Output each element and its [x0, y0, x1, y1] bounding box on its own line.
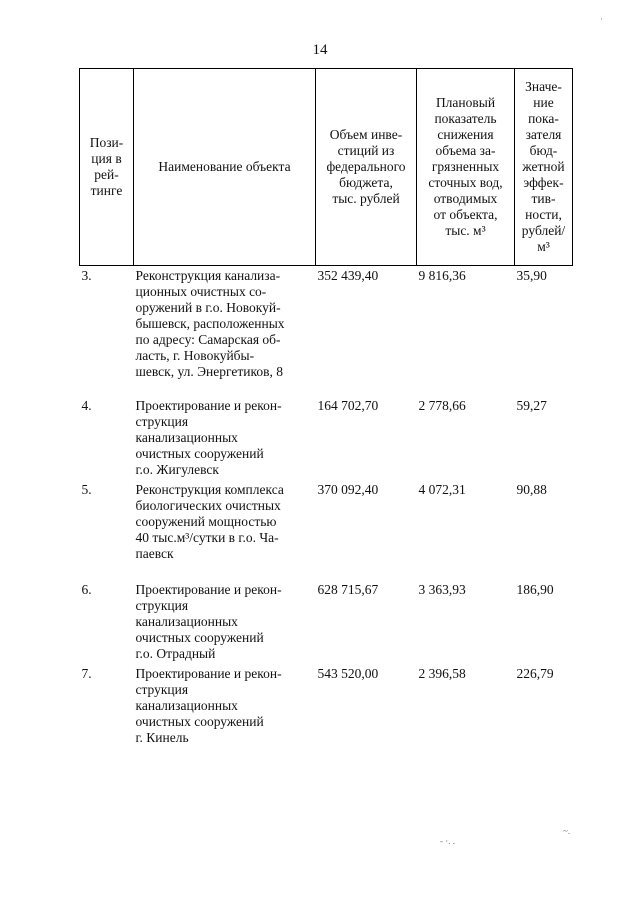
- header-object-name: Наименование объекта: [134, 69, 316, 266]
- cell-investment: 164 702,70: [317, 398, 379, 413]
- cell-reduction: 3 363,93: [418, 582, 466, 597]
- cell-object-name: Проектирование и рекон- струкция канализационных очистных сооружений г.о. Жигулевск: [135, 398, 282, 477]
- cell-reduction: 4 072,31: [418, 482, 466, 497]
- cell-position: 5.: [81, 482, 92, 497]
- cell-reduction: 2 778,66: [418, 398, 466, 413]
- page-number: 14: [312, 42, 328, 58]
- cell-position: 3.: [81, 268, 92, 283]
- cell-object-name: Реконструкция комплекса биологических очистных сооружений мощностью 40 тыс.м³/сутки в г.о. Ча- паевск: [135, 482, 284, 561]
- cell-efficiency: 186,90: [516, 582, 554, 597]
- header-investment: Объем инве- стиций из федерального бюджета, тыс. рублей: [316, 69, 417, 266]
- cell-reduction: 2 396,58: [418, 666, 466, 681]
- table-row: [80, 398, 573, 482]
- scan-speck: ·: [600, 14, 603, 24]
- cell-position: 6.: [81, 582, 92, 597]
- cell-efficiency: 90,88: [516, 482, 547, 497]
- cell-position: 7.: [81, 666, 92, 681]
- cell-efficiency: 59,27: [516, 398, 547, 413]
- table-row: [80, 266, 573, 399]
- scan-speck: - ·. .: [440, 836, 455, 846]
- cell-investment: 543 520,00: [317, 666, 379, 681]
- table-row: [80, 666, 573, 766]
- scan-speck: ~.: [563, 826, 571, 836]
- cell-position: 4.: [81, 398, 92, 413]
- cell-efficiency: 226,79: [516, 666, 554, 681]
- cell-investment: 370 092,40: [317, 482, 379, 497]
- cell-investment: 628 715,67: [317, 582, 379, 597]
- cell-object-name: Реконструкция канализа- ционных очистных со- оружений в г.о. Новокуй- бышевск, расположенных по адресу: Самарская об- ласть, г. Новокуйбы- шевск, ул. Энергетиков, 8: [135, 268, 285, 379]
- cell-object-name: Проектирование и рекон- струкция канализационных очистных сооружений г.о. Отрадный: [135, 582, 282, 661]
- table-row: [80, 482, 573, 582]
- header-position: Пози- ция в рей- тинге: [80, 69, 134, 266]
- header-efficiency: Значе- ние пока- зателя бюд- жетной эффек- тив- ности, рублей/ м³: [515, 69, 573, 266]
- cell-investment: 352 439,40: [317, 268, 379, 283]
- cell-reduction: 9 816,36: [418, 268, 466, 283]
- cell-efficiency: 35,90: [516, 268, 547, 283]
- header-reduction: Плановый показатель снижения объема за- грязненных сточных вод, отводимых от объекта, тыс. м³: [417, 69, 515, 266]
- cell-object-name: Проектирование и рекон- струкция канализационных очистных сооружений г. Кинель: [135, 666, 282, 745]
- table-header-row: [80, 69, 573, 266]
- rating-table: [79, 68, 573, 766]
- table-row: [80, 582, 573, 666]
